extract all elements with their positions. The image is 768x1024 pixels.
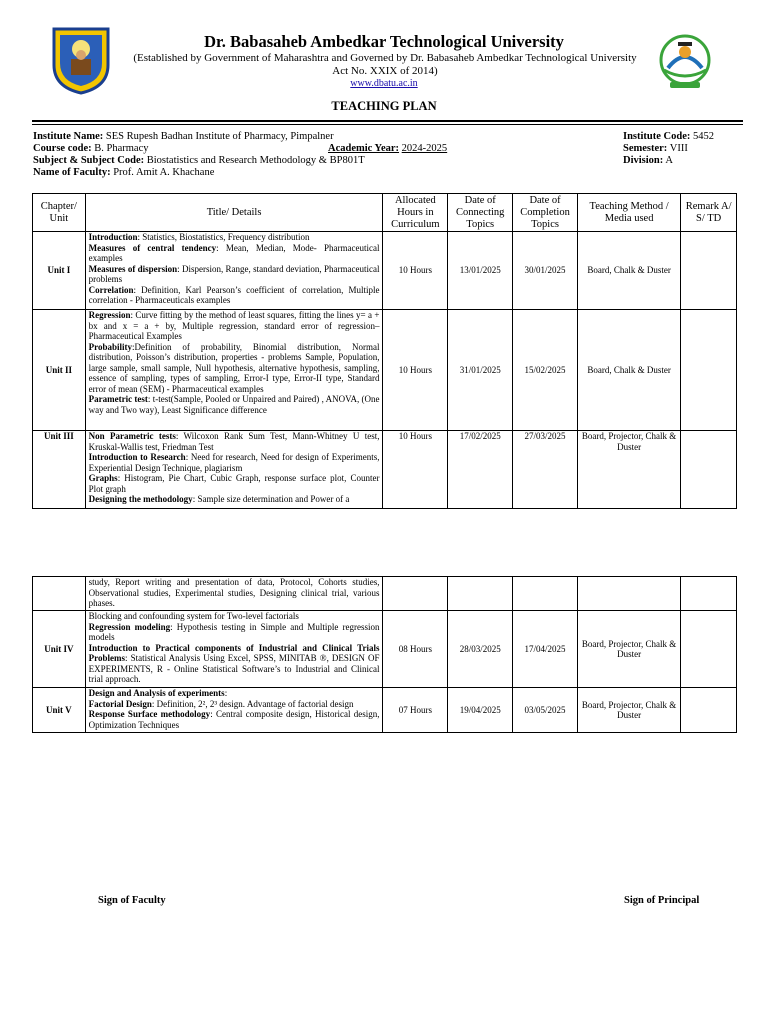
header-date-completion: Date of Completion Topics xyxy=(513,194,578,232)
teaching-method: Board, Projector, Chalk & Duster xyxy=(577,431,680,509)
unit-details-continued: study, Report writing and presentation of data, Protocol, Cohorts studies, Observational studies, Experimental studies, Designing clinical trial, various phases. xyxy=(85,577,383,611)
completion-date: 17/04/2025 xyxy=(513,611,578,688)
completion-date: 27/03/2025 xyxy=(513,431,578,509)
university-name: Dr. Babasaheb Ambedkar Technological University xyxy=(204,32,564,51)
header-title-details: Title/ Details xyxy=(85,194,383,232)
academic-year-line: Academic Year: 2024-2025 xyxy=(328,143,448,154)
table-row xyxy=(33,232,737,310)
unit-cell: Unit I xyxy=(33,232,86,310)
allocated-hours: 10 Hours xyxy=(383,232,448,310)
unit-details: Blocking and confounding system for Two-level factorials Regression modeling: Hypothesis testing in Simple and Multiple regression models Introduction to Practical components of Industrial and Clinical Trials Problems: Statistical Analysis Using Excel, SPSS, MINITAB ®, DESIGN OF EXPERIMENTS, R - Online Statistical Software’s to Industrial and Clinical trial approach. xyxy=(85,611,383,688)
header-rule-thin xyxy=(32,124,743,125)
division-line: Division: A xyxy=(623,155,673,166)
allocated-hours: 07 Hours xyxy=(383,688,448,733)
table-row xyxy=(33,310,737,431)
start-date: 28/03/2025 xyxy=(448,611,513,688)
start-date: 31/01/2025 xyxy=(448,310,513,431)
remark-cell xyxy=(681,310,737,431)
completion-date: 03/05/2025 xyxy=(513,688,578,733)
remark-cell xyxy=(681,232,737,310)
unit-details: Design and Analysis of experiments: Factorial Design: Definition, 2², 2³ design. Advantage of factorial design Response Surface methodology: Central composite design, Historical design, Optimization Techniques xyxy=(85,688,383,733)
start-date: 19/04/2025 xyxy=(448,688,513,733)
remark-cell xyxy=(681,431,737,509)
subject: Biostatistics and Research Methodology & BP801T xyxy=(146,155,365,166)
sign-of-principal: Sign of Principal xyxy=(624,895,700,906)
header-date-connecting: Date of Connecting Topics xyxy=(448,194,513,232)
division: A xyxy=(665,155,673,166)
unit-cell: Unit III xyxy=(33,431,86,509)
institute-code: 5452 xyxy=(693,131,714,142)
remark-cell xyxy=(681,611,737,688)
unit-cell: Unit IV xyxy=(33,611,86,688)
sign-of-faculty: Sign of Faculty xyxy=(98,895,166,906)
teaching-method: Board, Chalk & Duster xyxy=(577,232,680,310)
header-allocated-hours: Allocated Hours in Curriculum xyxy=(383,194,448,232)
subject-line: Subject & Subject Code: Biostatistics and Research Methodology & BP801T xyxy=(33,155,365,166)
establishment-note xyxy=(120,52,650,78)
start-date: 13/01/2025 xyxy=(448,232,513,310)
start-date: 17/02/2025 xyxy=(448,431,513,509)
unit-cell: Unit V xyxy=(33,688,86,733)
teaching-method: Board, Projector, Chalk & Duster xyxy=(577,688,680,733)
table-row xyxy=(33,688,737,733)
table-row xyxy=(33,577,737,611)
unit-details: Regression: Curve fitting by the method of least squares, fitting the lines y= a + bx and x = a + by, Multiple regression, standard error of regression– Pharmaceutical Examples Probability:Definition of probability, Binomial distribution, Normal distribution, Poisson’s distribution, properties - problems Sample, Population, large sample, small sample, Null hypothesis, alternative hypothesis, sampling, essence of sampling, types of sampling, Error-I type, Error-II type, Standard error of mean (SEM) - Pharmaceutical examples Parametric test: t-test(Sample, Pooled or Unpaired and Paired) , ANOVA, (One way and Two way), Least Significance difference xyxy=(85,310,383,431)
allocated-hours: 10 Hours xyxy=(383,310,448,431)
unit-details: Introduction: Statistics, Biostatistics, Frequency distribution Measures of central tendency: Mean, Median, Mode- Pharmaceutical examples Measures of dispersion: Dispersion, Range, standard deviation, Pharmaceutical problems Correlation: Definition, Karl Pearson’s coefficient of correlation, Multiple correlation - Pharmaceuticals examples xyxy=(85,232,383,310)
completion-date: 15/02/2025 xyxy=(513,310,578,431)
faculty-line: Name of Faculty: Prof. Amit A. Khachane xyxy=(33,167,215,178)
document-title: TEACHING PLAN xyxy=(331,99,437,113)
teaching-method: Board, Chalk & Duster xyxy=(577,310,680,431)
institute-name-line: Institute Name: SES Rupesh Badhan Institute of Pharmacy, Pimpalner xyxy=(33,131,334,142)
establishment-line-1: (Established by Government of Maharashtra and Governed by Dr. Babasaheb Ambedkar Technological University xyxy=(133,52,637,64)
establishment-line-2: Act No. XXIX of 2014) xyxy=(332,65,438,77)
institute-code-line: Institute Code: 5452 xyxy=(623,131,714,142)
header-chapter-unit: Chapter/ Unit xyxy=(33,194,86,232)
unit-cell: Unit II xyxy=(33,310,86,431)
unit-cell xyxy=(33,577,86,611)
course-code-line: Course code: B. Pharmacy xyxy=(33,143,149,154)
allocated-hours: 08 Hours xyxy=(383,611,448,688)
academic-year: 2024-2025 xyxy=(401,143,448,154)
teaching-plan-table-continued xyxy=(32,576,737,733)
remark-cell xyxy=(681,688,737,733)
header-teaching-method: Teaching Method / Media used xyxy=(577,194,680,232)
unit-details: Non Parametric tests: Wilcoxon Rank Sum Test, Mann-Whitney U test, Kruskal-Wallis test, Friedman Test Introduction to Research: Need for research, Need for design of Experiments, Experiential Design Technique, plagiarism Graphs: Histogram, Pie Chart, Cubic Graph, response surface plot, Counter Plot graph Designing the methodology: Sample size determination and Power of a xyxy=(85,431,383,509)
completion-date: 30/01/2025 xyxy=(513,232,578,310)
table-row xyxy=(33,611,737,688)
header-remark: Remark A/ S/ TD xyxy=(681,194,737,232)
allocated-hours: 10 Hours xyxy=(383,431,448,509)
teaching-plan-table xyxy=(32,193,737,509)
semester: VIII xyxy=(669,143,688,154)
website-link[interactable]: www.dbatu.ac.in xyxy=(350,78,418,89)
institute-name: SES Rupesh Badhan Institute of Pharmacy, Pimpalner xyxy=(105,131,334,142)
teaching-method: Board, Projector, Chalk & Duster xyxy=(577,611,680,688)
faculty-name: Prof. Amit A. Khachane xyxy=(113,167,215,178)
semester-line: Semester: VIII xyxy=(623,143,688,154)
table-row xyxy=(33,431,737,509)
header-rule xyxy=(32,120,743,122)
table-header-row xyxy=(33,194,737,232)
course-code: B. Pharmacy xyxy=(94,143,149,154)
